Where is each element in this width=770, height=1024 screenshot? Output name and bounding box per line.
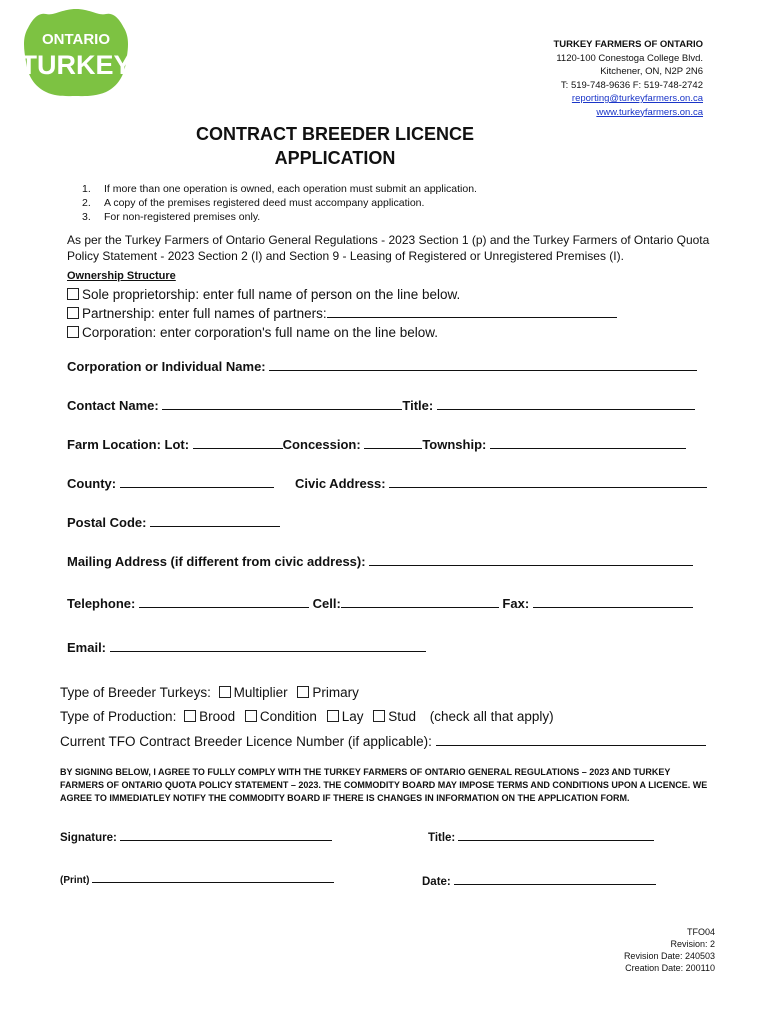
contact-name-label: Contact Name: [67, 398, 159, 413]
stud-label: Stud [388, 709, 417, 724]
postal-code-label: Postal Code: [67, 515, 147, 530]
civic-address-line[interactable] [389, 475, 707, 488]
location-row [67, 436, 686, 452]
revision-date: Revision Date: 240503 [623, 951, 715, 961]
postal-row [67, 514, 280, 530]
note-item: 1. If more than one operation is owned, each operation must submit an application. [82, 183, 477, 195]
corp-name-row [67, 358, 697, 374]
mailing-row [67, 553, 693, 569]
brood-checkbox[interactable] [184, 710, 196, 722]
check-all-note: (check all that apply) [429, 709, 554, 724]
concession-label: Concession: [282, 437, 361, 452]
contact-title-line[interactable] [437, 397, 695, 410]
lot-label: Farm Location: Lot: [67, 437, 190, 452]
revision-number: Revision: 2 [670, 939, 715, 949]
regulation-statement: As per the Turkey Farmers of Ontario General Regulations - 2023 Section 1 (p) and the Turkey Farmers of Ontario Quota Policy Statement - 2023 Section 2 (I) and Section 9 - Leasing of Registered or Unregistered Premises (I). [67, 233, 710, 263]
email-line[interactable] [110, 639, 426, 652]
corporation-checkbox[interactable] [67, 326, 79, 338]
township-line[interactable] [490, 436, 686, 449]
sole-checkbox[interactable] [67, 288, 79, 300]
org-email-link[interactable]: reporting@turkeyfarmers.on.ca [571, 93, 703, 104]
partnership-checkbox[interactable] [67, 307, 79, 319]
email-label: Email: [67, 640, 107, 655]
cell-line[interactable] [341, 595, 499, 608]
breeder-type-row [60, 685, 359, 700]
civic-address-label: Civic Address: [294, 476, 386, 491]
revision-info [624, 926, 715, 974]
corp-name-line[interactable] [269, 358, 697, 371]
signature-label: Signature: [60, 832, 117, 844]
organization-info [553, 38, 703, 119]
signature-title-label: Title: [428, 832, 456, 844]
print-row [60, 870, 334, 886]
multiplier-checkbox[interactable] [219, 686, 231, 698]
title-line2: APPLICATION [274, 148, 396, 168]
ownership-option-corporation[interactable]: Corporation: enter corporation's full name on the line below. [67, 323, 438, 342]
org-website-link[interactable]: www.turkeyfarmers.on.ca [596, 106, 703, 118]
contact-title-label: Title: [402, 398, 434, 413]
org-name: TURKEY FARMERS OF ONTARIO [553, 39, 703, 50]
org-phone-fax: T: 519-748-9636 F: 519-748-2742 [560, 79, 703, 91]
lay-checkbox[interactable] [327, 710, 339, 722]
licence-number-label: Current TFO Contract Breeder Licence Number (if applicable): [60, 734, 432, 749]
township-label: Township: [422, 437, 487, 452]
ontario-turkey-logo [20, 6, 132, 98]
email-row [67, 639, 426, 655]
contact-name-line[interactable] [162, 397, 402, 410]
phone-row [67, 595, 693, 611]
org-address1: 1120-100 Conestoga College Blvd. [556, 52, 703, 64]
county-row [67, 475, 707, 491]
fax-line[interactable] [533, 595, 693, 608]
production-type-row [60, 709, 554, 724]
signature-title-line[interactable] [458, 828, 654, 841]
brood-label: Brood [199, 709, 236, 724]
creation-date: Creation Date: 200110 [625, 963, 715, 973]
ownership-option-sole[interactable]: Sole proprietorship: enter full name of person on the line below. [67, 285, 460, 304]
mailing-address-label: Mailing Address (if different from civic address): [67, 554, 366, 569]
form-code: TFO04 [686, 927, 715, 937]
condition-label: Condition [259, 709, 317, 724]
logo-line1: ONTARIO [41, 31, 111, 48]
note-item: 3. For non-registered premises only. [82, 211, 261, 223]
county-label: County: [67, 476, 117, 491]
production-type-label: Type of Production: [60, 709, 177, 724]
postal-code-line[interactable] [150, 514, 280, 527]
lay-label: Lay [341, 709, 364, 724]
mailing-address-line[interactable] [369, 553, 693, 566]
breeder-type-label: Type of Breeder Turkeys: [60, 685, 211, 700]
print-name-line[interactable] [92, 870, 334, 883]
date-label: Date: [422, 876, 451, 888]
licence-number-row [60, 733, 706, 749]
title-line1: CONTRACT BREEDER LICENCE [195, 124, 474, 144]
telephone-label: Telephone: [67, 596, 136, 611]
agreement-statement: BY SIGNING BELOW, I AGREE TO FULLY COMPLY WITH THE TURKEY FARMERS OF ONTARIO GENERAL REGULATIONS – 2023 AND TURKEY FARMERS OF ONTARIO QUOTA POLICY STATEMENT – 2023. THE COMMODITY BOARD MAY IMPOSE TERMS AND CONDITIONS UPON A LICENCE. WE AGREE TO IMMEDIATLEY NOTIFY THE COMMODITY BOARD IF THERE IS CHANGES IN INFORMATION ON THE APPLICATION FORM. [60, 767, 708, 803]
concession-line[interactable] [364, 436, 422, 449]
licence-number-line[interactable] [436, 733, 706, 746]
stud-checkbox[interactable] [373, 710, 385, 722]
primary-checkbox[interactable] [297, 686, 309, 698]
document-title [150, 122, 520, 170]
lot-line[interactable] [193, 436, 283, 449]
print-label: (Print) [60, 875, 90, 886]
contact-row [67, 397, 695, 413]
corp-name-label: Corporation or Individual Name: [67, 359, 266, 374]
date-line[interactable] [454, 872, 656, 885]
condition-checkbox[interactable] [245, 710, 257, 722]
signature-line[interactable] [120, 828, 332, 841]
signature-title-row [428, 828, 654, 844]
primary-label: Primary [312, 685, 359, 700]
multiplier-label: Multiplier [233, 685, 288, 700]
notes-list [82, 182, 477, 224]
fax-label: Fax: [502, 596, 530, 611]
date-row [422, 872, 656, 888]
cell-label: Cell: [312, 596, 341, 611]
note-item: 2. A copy of the premises registered deed must accompany application. [82, 197, 425, 209]
partners-line[interactable] [327, 305, 617, 318]
logo-line2: TURKEY [20, 50, 132, 80]
ownership-option-partnership[interactable]: Partnership: enter full names of partners: [67, 304, 617, 323]
ownership-heading: Ownership Structure [67, 270, 176, 282]
telephone-line[interactable] [139, 595, 309, 608]
county-line[interactable] [120, 475, 274, 488]
org-address2: Kitchener, ON, N2P 2N6 [600, 66, 703, 77]
signature-row [60, 828, 332, 844]
